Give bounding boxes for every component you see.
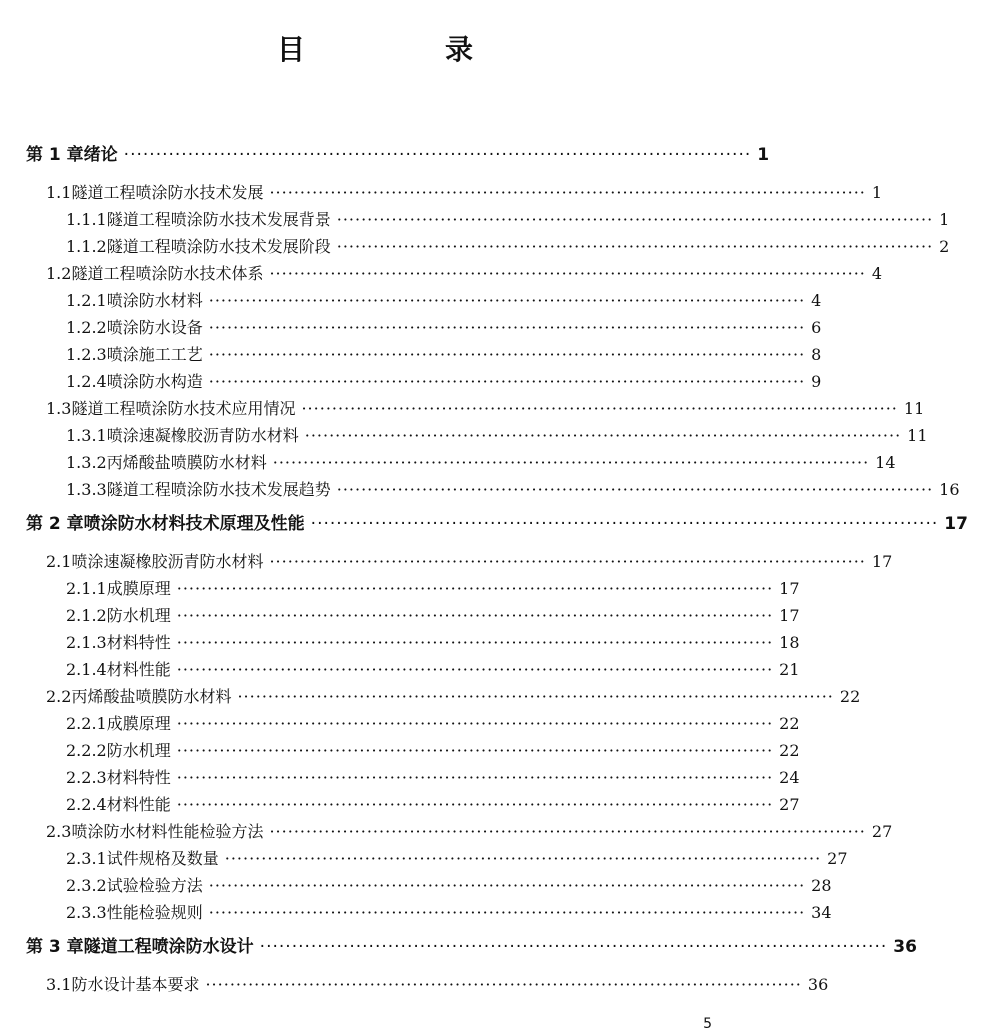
toc-section-row — [0, 179, 883, 206]
toc-chapter-row — [0, 511, 968, 538]
toc-dot-leader: ·································································································· — [208, 876, 806, 895]
toc-entry-number: 3.1 — [46, 975, 72, 994]
toc-entry-title: 隧道工程喷涂防水技术发展趋势 — [106, 480, 331, 499]
toc-entry-title: 防水机理 — [106, 741, 171, 760]
toc-dot-leader: ·································································································· — [176, 795, 774, 814]
toc-entry-number: 第 3 章 — [26, 937, 84, 957]
toc-entry-number: 2.1.3 — [66, 633, 107, 652]
toc-entry-number: 2.2.1 — [66, 714, 107, 733]
toc-entry-page: 36 — [807, 975, 829, 994]
toc-entry-page: 16 — [939, 480, 960, 499]
toc-entry-number: 1.1.1 — [66, 210, 107, 229]
toc-entry-page: 1 — [939, 210, 950, 229]
toc-entry-page: 4 — [811, 291, 822, 310]
toc-entry-number: 1.3.3 — [66, 480, 107, 499]
toc-entry-number: 2.3 — [46, 822, 72, 841]
toc-entry-title: 材料特性 — [106, 633, 171, 652]
toc-entry-number: 1.2.3 — [66, 345, 107, 364]
toc-section-row — [0, 818, 893, 845]
toc-entry-page: 11 — [903, 399, 925, 418]
toc-entry-title: 丙烯酸盐喷膜防水材料 — [106, 453, 267, 472]
toc-entry-title: 喷涂防水材料性能检验方法 — [71, 822, 264, 841]
toc-entry-page: 14 — [875, 453, 896, 472]
toc-entry-page: 1 — [871, 183, 883, 202]
toc-subsection-row — [0, 845, 848, 872]
toc-entry-number: 2.2.4 — [66, 795, 107, 814]
toc-dot-leader: ·································································································· — [176, 660, 774, 679]
toc-entry-title: 喷涂防水材料 — [106, 291, 203, 310]
toc-entry-number: 1.1.2 — [66, 237, 107, 256]
table-of-contents — [0, 142, 968, 998]
toc-dot-leader: ·································································································· — [310, 514, 939, 534]
toc-subsection-row — [0, 899, 832, 926]
toc-entry-number: 1.2 — [46, 264, 72, 283]
toc-subsection-row — [0, 422, 928, 449]
toc-entry-number: 2.1 — [46, 552, 72, 571]
toc-subsection-row — [0, 602, 800, 629]
toc-entry-page: 22 — [779, 714, 800, 733]
toc-dot-leader: ·································································································· — [208, 291, 806, 310]
toc-dot-leader: ·································································································· — [272, 453, 870, 472]
toc-subsection-row — [0, 368, 822, 395]
toc-entry-page: 17 — [779, 606, 800, 625]
toc-section-row — [0, 548, 893, 575]
toc-entry-page: 28 — [811, 876, 832, 895]
toc-dot-leader: ·································································································· — [224, 849, 822, 868]
toc-entry-page: 2 — [939, 237, 950, 256]
toc-subsection-row — [0, 710, 800, 737]
toc-dot-leader: ·································································································· — [208, 318, 806, 337]
toc-entry-title: 丙烯酸盐喷膜防水材料 — [71, 687, 232, 706]
toc-entry-title: 隧道工程喷涂防水技术体系 — [71, 264, 264, 283]
toc-entry-title: 喷涂速凝橡胶沥青防水材料 — [71, 552, 264, 571]
toc-entry-page: 22 — [779, 741, 800, 760]
toc-subsection-row — [0, 233, 950, 260]
toc-entry-page: 1 — [757, 145, 770, 165]
toc-entry-number: 1.2.2 — [66, 318, 107, 337]
toc-subsection-row — [0, 476, 960, 503]
toc-dot-leader: ·································································································· — [205, 975, 802, 994]
toc-entry-number: 第 1 章 — [26, 145, 84, 165]
toc-entry-number: 2.2.2 — [66, 741, 107, 760]
toc-entry-number: 1.3.1 — [66, 426, 107, 445]
toc-entry-title: 成膜原理 — [106, 714, 171, 733]
toc-entry-page: 18 — [779, 633, 800, 652]
toc-entry-page: 9 — [811, 372, 822, 391]
toc-entry-page: 11 — [907, 426, 928, 445]
toc-dot-leader: ·································································································· — [176, 579, 774, 598]
toc-dot-leader: ·································································································· — [259, 937, 888, 957]
toc-dot-leader: ·································································································· — [123, 145, 752, 165]
toc-dot-leader: ·································································································· — [208, 345, 806, 364]
toc-entry-page: 6 — [811, 318, 822, 337]
toc-dot-leader: ·································································································· — [336, 237, 934, 256]
toc-entry-page: 34 — [811, 903, 832, 922]
toc-subsection-row — [0, 314, 822, 341]
toc-entry-page: 22 — [839, 687, 861, 706]
toc-entry-title: 材料性能 — [106, 660, 171, 679]
toc-entry-number: 2.1.1 — [66, 579, 107, 598]
toc-dot-leader: ·································································································· — [269, 552, 866, 571]
toc-dot-leader: ·································································································· — [237, 687, 834, 706]
toc-subsection-row — [0, 629, 800, 656]
toc-entry-title: 喷涂速凝橡胶沥青防水材料 — [106, 426, 299, 445]
toc-entry-number: 1.3.2 — [66, 453, 107, 472]
toc-section-row — [0, 683, 861, 710]
toc-entry-page: 8 — [811, 345, 822, 364]
toc-entry-title: 喷涂防水材料技术原理及性能 — [83, 514, 305, 534]
page-number: 5 — [703, 1016, 712, 1032]
toc-subsection-row — [0, 449, 896, 476]
toc-entry-title: 试件规格及数量 — [106, 849, 219, 868]
toc-dot-leader: ·································································································· — [269, 183, 866, 202]
toc-subsection-row — [0, 575, 800, 602]
toc-section-row — [0, 260, 883, 287]
toc-chapter-row — [0, 142, 770, 169]
toc-entry-page: 27 — [779, 795, 800, 814]
toc-subsection-row — [0, 872, 832, 899]
toc-entry-page: 17 — [779, 579, 800, 598]
toc-entry-title: 隧道工程喷涂防水设计 — [83, 937, 254, 957]
toc-entry-title: 隧道工程喷涂防水技术发展 — [71, 183, 264, 202]
toc-dot-leader: ·································································································· — [336, 480, 934, 499]
toc-entry-page: 17 — [871, 552, 893, 571]
toc-dot-leader: ·································································································· — [176, 606, 774, 625]
toc-entry-page: 24 — [779, 768, 800, 787]
toc-entry-number: 1.2.1 — [66, 291, 107, 310]
toc-entry-number: 1.2.4 — [66, 372, 107, 391]
toc-dot-leader: ·································································································· — [336, 210, 934, 229]
toc-dot-leader: ·································································································· — [301, 399, 898, 418]
toc-entry-page: 21 — [779, 660, 800, 679]
toc-subsection-row — [0, 287, 822, 314]
toc-entry-page: 4 — [871, 264, 883, 283]
toc-dot-leader: ·································································································· — [176, 741, 774, 760]
toc-subsection-row — [0, 656, 800, 683]
toc-dot-leader: ·································································································· — [176, 768, 774, 787]
toc-entry-page: 27 — [827, 849, 848, 868]
toc-dot-leader: ·································································································· — [269, 264, 866, 283]
toc-entry-title: 隧道工程喷涂防水技术发展背景 — [106, 210, 331, 229]
toc-subsection-row — [0, 791, 800, 818]
toc-entry-title: 喷涂防水设备 — [106, 318, 203, 337]
toc-dot-leader: ·································································································· — [269, 822, 866, 841]
toc-entry-number: 2.3.1 — [66, 849, 107, 868]
toc-entry-number: 第 2 章 — [26, 514, 84, 534]
toc-entry-title: 材料性能 — [106, 795, 171, 814]
toc-subsection-row — [0, 764, 800, 791]
toc-entry-title: 防水机理 — [106, 606, 171, 625]
toc-entry-title: 防水设计基本要求 — [71, 975, 200, 994]
toc-dot-leader: ·································································································· — [304, 426, 902, 445]
toc-subsection-row — [0, 341, 822, 368]
toc-entry-title: 隧道工程喷涂防水技术发展阶段 — [106, 237, 331, 256]
toc-entry-title: 隧道工程喷涂防水技术应用情况 — [71, 399, 296, 418]
toc-entry-number: 1.1 — [46, 183, 72, 202]
page-title: 目 录 — [276, 33, 529, 66]
toc-entry-page: 27 — [871, 822, 893, 841]
toc-section-row — [0, 395, 925, 422]
toc-dot-leader: ·································································································· — [176, 633, 774, 652]
toc-entry-number: 2.1.2 — [66, 606, 107, 625]
toc-chapter-row — [0, 934, 917, 961]
toc-entry-number: 2.3.2 — [66, 876, 107, 895]
toc-entry-number: 2.2 — [46, 687, 72, 706]
toc-entry-page: 17 — [944, 514, 968, 534]
toc-entry-title: 喷涂施工工艺 — [106, 345, 203, 364]
toc-dot-leader: ·································································································· — [208, 372, 806, 391]
toc-subsection-row — [0, 206, 950, 233]
toc-entry-number: 2.2.3 — [66, 768, 107, 787]
toc-dot-leader: ·································································································· — [176, 714, 774, 733]
toc-entry-title: 性能检验规则 — [106, 903, 203, 922]
toc-entry-number: 2.1.4 — [66, 660, 107, 679]
toc-entry-title: 成膜原理 — [106, 579, 171, 598]
toc-entry-number: 2.3.3 — [66, 903, 107, 922]
toc-entry-title: 材料特性 — [106, 768, 171, 787]
toc-entry-title: 喷涂防水构造 — [106, 372, 203, 391]
toc-entry-title: 试验检验方法 — [106, 876, 203, 895]
toc-entry-number: 1.3 — [46, 399, 72, 418]
toc-section-row — [0, 971, 829, 998]
toc-subsection-row — [0, 737, 800, 764]
toc-entry-page: 36 — [893, 937, 917, 957]
toc-dot-leader: ·································································································· — [208, 903, 806, 922]
toc-entry-title: 绪论 — [83, 145, 118, 165]
